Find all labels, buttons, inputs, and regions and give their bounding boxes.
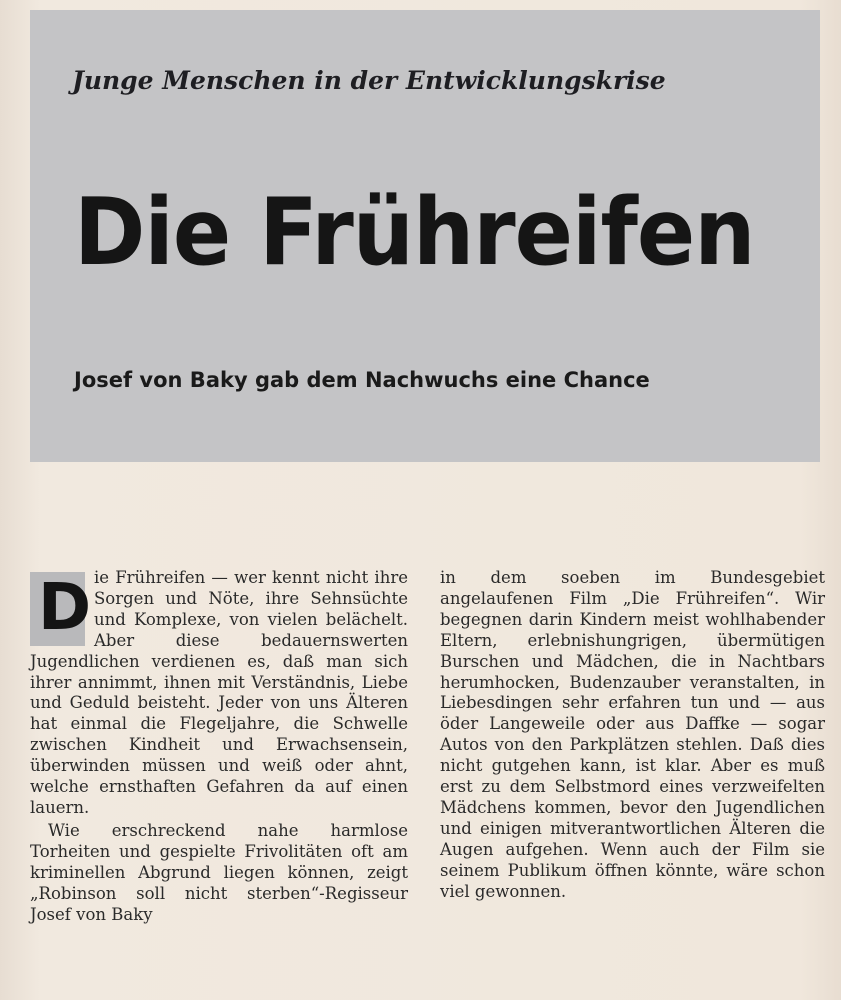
paragraph-1 <box>30 568 408 819</box>
paragraph-1-text: ie Frühreifen — wer kennt nicht ihre Sorgen und Nöte, ihre Sehnsüchte und Komplexe, von vielen belächelt. Aber diese bedauernswerten Jugendlichen verdienen es, daß man sich ihrer annimmt, ihnen mit Verständnis, Liebe und Geduld beisteht. Jeder von uns Älteren hat einmal die Flegeljahre, die Schwelle zwischen Kindheit und Erwachsensein, überwinden müssen und weiß oder ahnt, welche ernsthaften Gefahren da auf einen lauern. <box>30 568 408 817</box>
article-kicker: Junge Menschen in der Entwicklungskrise <box>72 66 666 95</box>
dropcap-letter: D <box>38 571 92 645</box>
article-column-left <box>30 568 408 925</box>
paragraph-2: Wie erschreckend nahe harmlose Torheiten und gespielte Frivolitäten oft am kriminellen Abgrund liegen können, zeigt „Robinson soll nicht sterben“-Regisseur Josef von Baky <box>30 820 408 924</box>
article-headline: Die Frühreifen <box>74 178 755 287</box>
article-column-right <box>440 568 825 903</box>
article-subline: Josef von Baky gab dem Nachwuchs eine Chance <box>74 368 650 392</box>
paragraph-3: in dem soeben im Bundesgebiet angelaufenen Film „Die Frühreifen“. Wir begegnen darin Kindern meist wohlhabender Eltern, erlebnishungrigen, übermütigen Burschen und Mädchen, die in Nachtbars herumhocken, Budenzauber veranstalten, in Liebesdingen sehr erfahren tun und — aus öder Langeweile oder aus Daffke — sogar Autos von den Parkplätzen stehlen. Daß dies nicht gutgehen kann, ist klar. Aber es muß erst zu dem Selbstmord eines verzweifelten Mädchens kommen, bevor den Jugendlichen und einigen mitverantwortlichen Älteren die Augen aufgehen. Wenn auch der Film sie seinem Publikum öffnen könnte, wäre schon viel gewonnen. <box>440 568 825 901</box>
dropcap-box <box>30 571 92 646</box>
